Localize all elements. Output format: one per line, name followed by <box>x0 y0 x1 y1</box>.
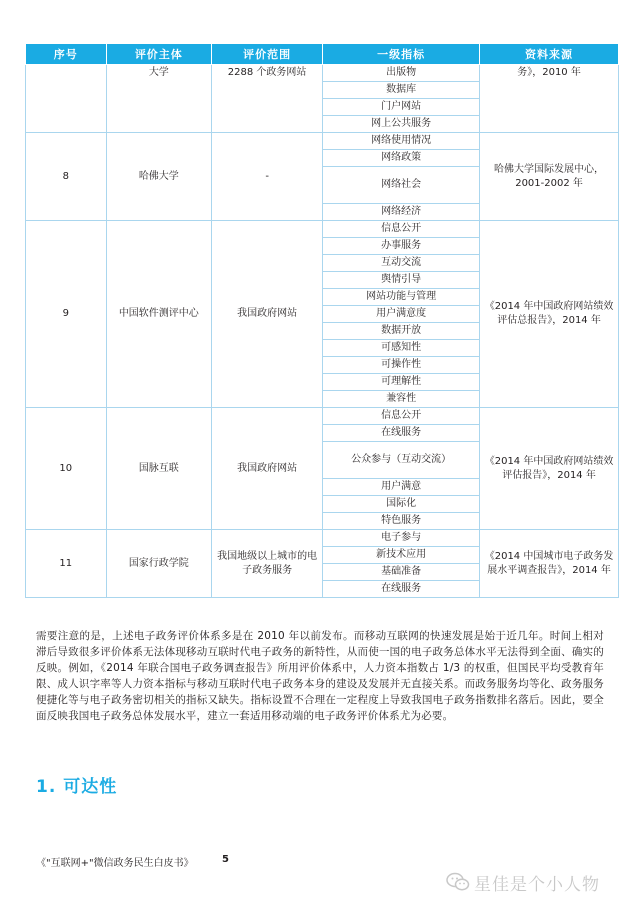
row-scope: 我国政府网站 <box>212 408 323 530</box>
footer-title: 《"互联网+"微信政务民生白皮书》 <box>36 858 194 869</box>
row-indicator: 舆情引导 <box>323 272 480 289</box>
row-indicator: 在线服务 <box>323 425 480 442</box>
row-indicator: 国际化 <box>323 496 480 513</box>
header-scope: 评价范围 <box>212 44 323 65</box>
table-row <box>26 408 619 425</box>
row-indicator: 信息公开 <box>323 408 480 425</box>
row-indicator: 网络社会 <box>323 167 480 204</box>
row-scope: 2288 个政务网站 <box>212 65 323 133</box>
row-indicator: 信息公开 <box>323 221 480 238</box>
row-indicator: 数据开放 <box>323 323 480 340</box>
row-indicator: 网上公共服务 <box>323 116 480 133</box>
table-row <box>26 221 619 238</box>
row-source: 哈佛大学国际发展中心，2001-2002 年 <box>480 133 619 221</box>
row-indicator: 可操作性 <box>323 357 480 374</box>
header-index: 序号 <box>26 44 107 65</box>
row-scope: - <box>212 133 323 221</box>
row-subject: 哈佛大学 <box>106 133 212 221</box>
row-indicator: 办事服务 <box>323 238 480 255</box>
row-indicator: 新技术应用 <box>323 547 480 564</box>
row-subject: 国脉互联 <box>106 408 212 530</box>
row-index: 10 <box>26 408 107 530</box>
row-indicator: 在线服务 <box>323 581 480 598</box>
watermark <box>446 868 600 896</box>
row-source: 《2014 年中国政府网站绩效评估总报告》，2014 年 <box>480 221 619 408</box>
section-title: 1. 可达性 <box>36 777 118 797</box>
row-indicator: 互动交流 <box>323 255 480 272</box>
row-subject: 国家行政学院 <box>106 530 212 598</box>
row-indicator: 公众参与（互动交流） <box>323 442 480 479</box>
wechat-icon <box>446 872 470 892</box>
row-indicator: 用户满意度 <box>323 306 480 323</box>
row-indicator: 用户满意 <box>323 479 480 496</box>
row-source: 《2014 中国城市电子政务发展水平调查报告》，2014 年 <box>480 530 619 598</box>
row-index <box>26 65 107 133</box>
row-indicator: 兼容性 <box>323 391 480 408</box>
row-indicator: 出版物 <box>323 65 480 82</box>
row-indicator: 可感知性 <box>323 340 480 357</box>
page-number: 5 <box>222 854 229 865</box>
row-indicator: 电子参与 <box>323 530 480 547</box>
row-source: 务》，2010 年 <box>480 65 619 133</box>
row-subject: 大学 <box>106 65 212 133</box>
header-subject: 评价主体 <box>106 44 212 65</box>
row-scope: 我国地级以上城市的电子政务服务 <box>212 530 323 598</box>
evaluation-table <box>25 43 619 598</box>
row-indicator: 网络经济 <box>323 204 480 221</box>
row-source: 《2014 年中国政府网站绩效评估报告》，2014 年 <box>480 408 619 530</box>
row-subject: 中国软件测评中心 <box>106 221 212 408</box>
row-indicator: 数据库 <box>323 82 480 99</box>
watermark-text: 星佳是个小人物 <box>474 874 600 895</box>
table-row <box>26 65 619 82</box>
row-indicator: 门户网站 <box>323 99 480 116</box>
header-indicator: 一级指标 <box>323 44 480 65</box>
row-indicator: 基础准备 <box>323 564 480 581</box>
table-row <box>26 530 619 547</box>
row-index: 8 <box>26 133 107 221</box>
table-header-row <box>26 44 619 65</box>
row-indicator: 网络政策 <box>323 150 480 167</box>
body-paragraph: 需要注意的是，上述电子政务评价体系多是在 2010 年以前发布。而移动互联网的快速发展是始于近几年。时间上相对滞后导致很多评价体系无法体现移动互联时代电子政务的新特性，从而使一国的电子政务总体水平无法得到全面、确实的反映。例如，《2014 年联合国电子政务调查报告》所用评价体系中，人力资本指数占 1/3 的权重，但国民平均受教育年限、成人识字率等人力资本指标与移动互联时代电子政务本身的建设及发展并无直接关系。而政务服务均等化、政务服务便捷化等与电子政务密切相关的指标又缺失。指标设置不合理在一定程度上导致我国电子政务指数排名落后。因此，要全面反映我国电子政务总体发展水平，建立一套适用移动端的电子政务评价体系尤为必要。 <box>36 630 604 722</box>
row-scope: 我国政府网站 <box>212 221 323 408</box>
row-indicator: 网站功能与管理 <box>323 289 480 306</box>
row-indicator: 网络使用情况 <box>323 133 480 150</box>
table-row <box>26 133 619 150</box>
row-indicator: 特色服务 <box>323 513 480 530</box>
row-index: 11 <box>26 530 107 598</box>
row-indicator: 可理解性 <box>323 374 480 391</box>
header-source: 资料来源 <box>480 44 619 65</box>
row-index: 9 <box>26 221 107 408</box>
